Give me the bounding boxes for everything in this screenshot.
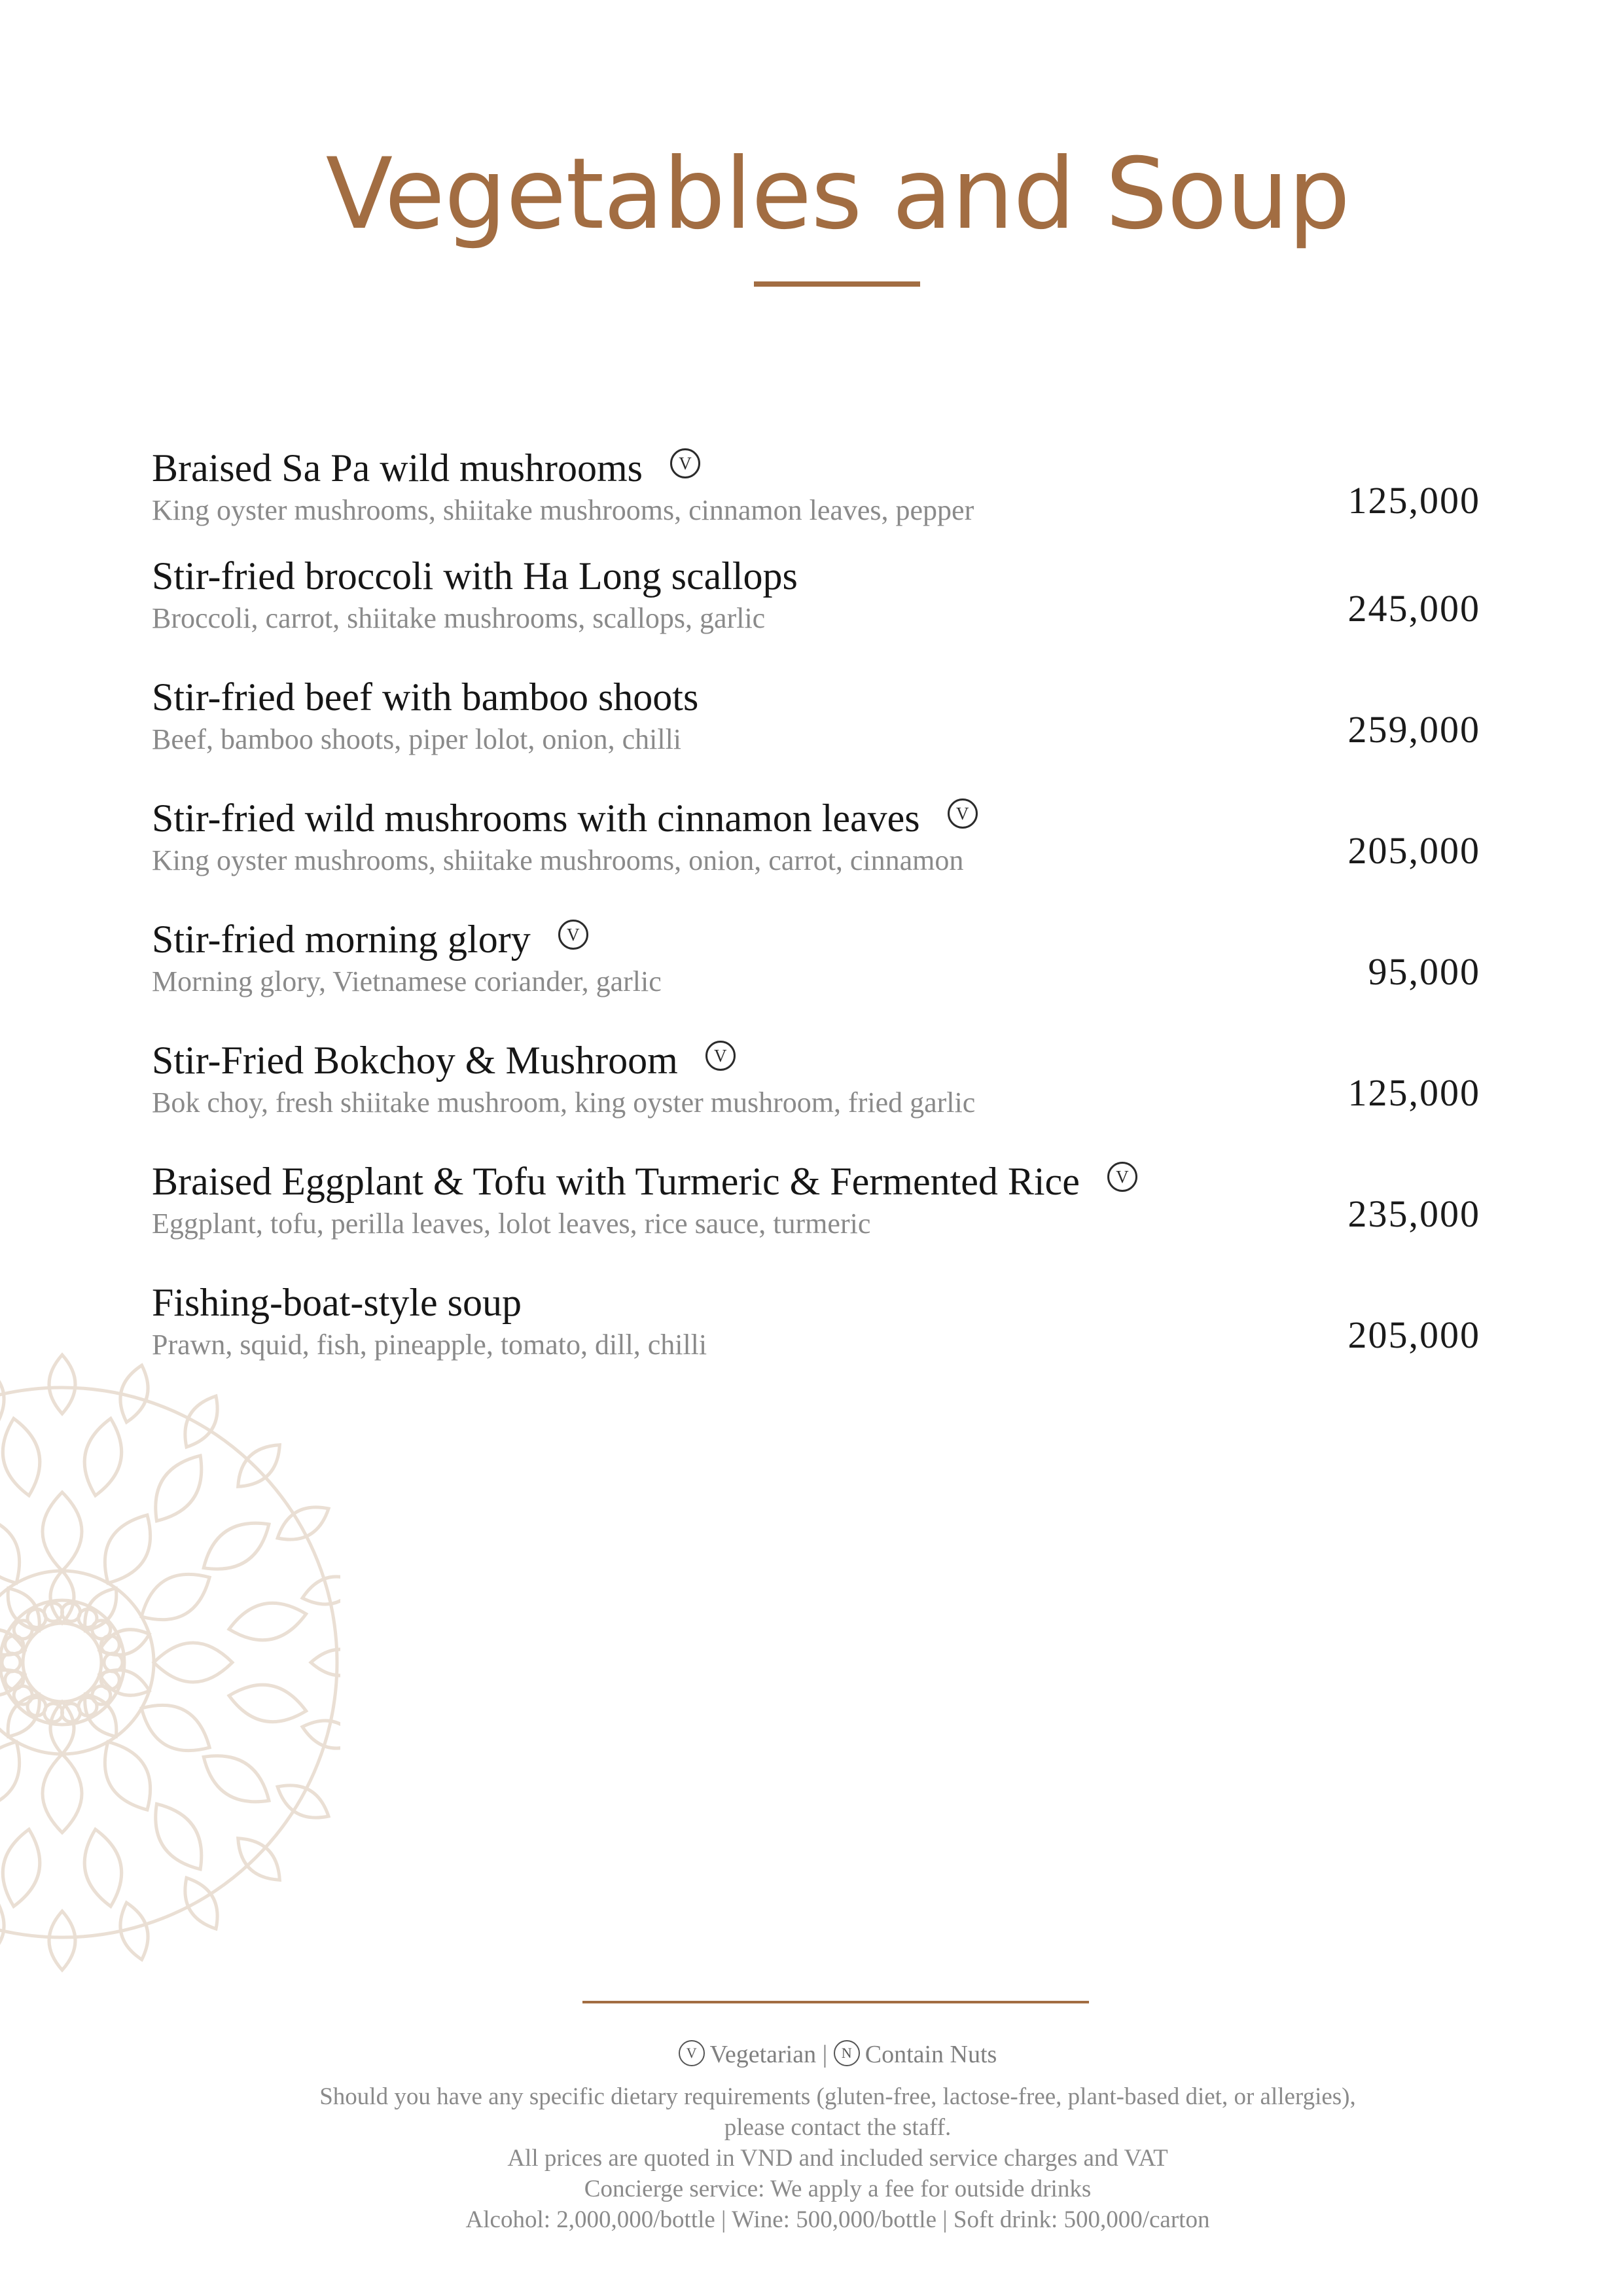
note-line: Should you have any specific dietary requirements (gluten-free, lactose-free, plant-based diet, or allergies), (319, 2083, 1356, 2110)
item-name (152, 553, 798, 599)
vegetarian-badge-icon: V (705, 1041, 736, 1071)
menu-item (152, 916, 1480, 1014)
item-description: King oyster mushrooms, shiitake mushrooms, onion, carrot, cinnamon (152, 844, 964, 876)
item-name (152, 445, 700, 491)
item-name (152, 916, 588, 962)
item-name-text: Braised Sa Pa wild mushrooms (152, 446, 643, 490)
item-price: 205,000 (1347, 829, 1480, 872)
page-title: Vegetables and Soup (325, 137, 1350, 251)
vegetarian-badge-icon: V (558, 920, 588, 950)
legend-vegetarian-label: Vegetarian (709, 2041, 817, 2068)
menu-item (152, 795, 1480, 893)
item-name-text: Fishing-boat-style soup (152, 1281, 522, 1324)
menu-item (152, 1158, 1480, 1257)
item-price: 205,000 (1347, 1314, 1480, 1356)
menu-item (152, 1037, 1480, 1136)
item-description: Eggplant, tofu, perilla leaves, lolot leaves, rice sauce, turmeric (152, 1208, 871, 1240)
item-price: 235,000 (1347, 1193, 1480, 1235)
item-description: Broccoli, carrot, shiitake mushrooms, scallops, garlic (152, 602, 766, 634)
item-name (152, 795, 978, 841)
legend-separator: | (822, 2041, 828, 2068)
item-description: Prawn, squid, fish, pineapple, tomato, dill, chilli (152, 1329, 707, 1361)
item-name-text: Stir-fried wild mushrooms with cinnamon leaves (152, 797, 920, 840)
footer-divider (582, 2001, 1089, 2003)
item-name-text: Stir-fried broccoli with Ha Long scallops (152, 554, 798, 598)
item-description: King oyster mushrooms, shiitake mushrooms, cinnamon leaves, pepper (152, 494, 974, 526)
vegetarian-badge-icon: V (1107, 1162, 1137, 1192)
item-description: Morning glory, Vietnamese coriander, garlic (152, 965, 662, 997)
menu-item (152, 445, 1480, 543)
legend (0, 2039, 1623, 2070)
note-line: Concierge service: We apply a fee for outside drinks (584, 2176, 1092, 2202)
vegetarian-badge-icon: V (670, 448, 700, 478)
item-name (152, 674, 698, 720)
menu-item (152, 553, 1480, 651)
item-price: 259,000 (1347, 708, 1480, 751)
item-name-text: Stir-fried morning glory (152, 918, 531, 961)
menu-item (152, 1280, 1480, 1378)
item-name (152, 1280, 522, 1325)
item-name-text: Stir-fried beef with bamboo shoots (152, 675, 699, 719)
vegetarian-badge-icon: V (679, 2040, 705, 2066)
nuts-badge-icon: N (834, 2040, 860, 2066)
item-name-text: Stir-Fried Bokchoy & Mushroom (152, 1039, 678, 1082)
item-description: Beef, bamboo shoots, piper lolot, onion, chilli (152, 723, 682, 755)
mandala-decoration-icon (0, 1316, 340, 2009)
menu-item (152, 674, 1480, 772)
footer-notes (0, 2081, 1623, 2235)
item-description: Bok choy, fresh shiitake mushroom, king oyster mushroom, fried garlic (152, 1086, 976, 1119)
item-price: 245,000 (1347, 587, 1480, 630)
note-line: please contact the staff. (724, 2114, 952, 2141)
item-price: 125,000 (1347, 479, 1480, 522)
item-name-text: Braised Eggplant & Tofu with Turmeric & Fermented Rice (152, 1160, 1080, 1203)
item-price: 125,000 (1347, 1071, 1480, 1114)
title-divider (754, 281, 920, 287)
legend-nuts-label: Contain Nuts (865, 2041, 997, 2068)
item-name (152, 1158, 1137, 1204)
item-name (152, 1037, 736, 1083)
vegetarian-badge-icon: V (948, 798, 978, 829)
note-line: Alcohol: 2,000,000/bottle | Wine: 500,000/bottle | Soft drink: 500,000/carton (465, 2206, 1210, 2233)
item-price: 95,000 (1368, 950, 1480, 993)
note-line: All prices are quoted in VND and included service charges and VAT (507, 2145, 1168, 2172)
